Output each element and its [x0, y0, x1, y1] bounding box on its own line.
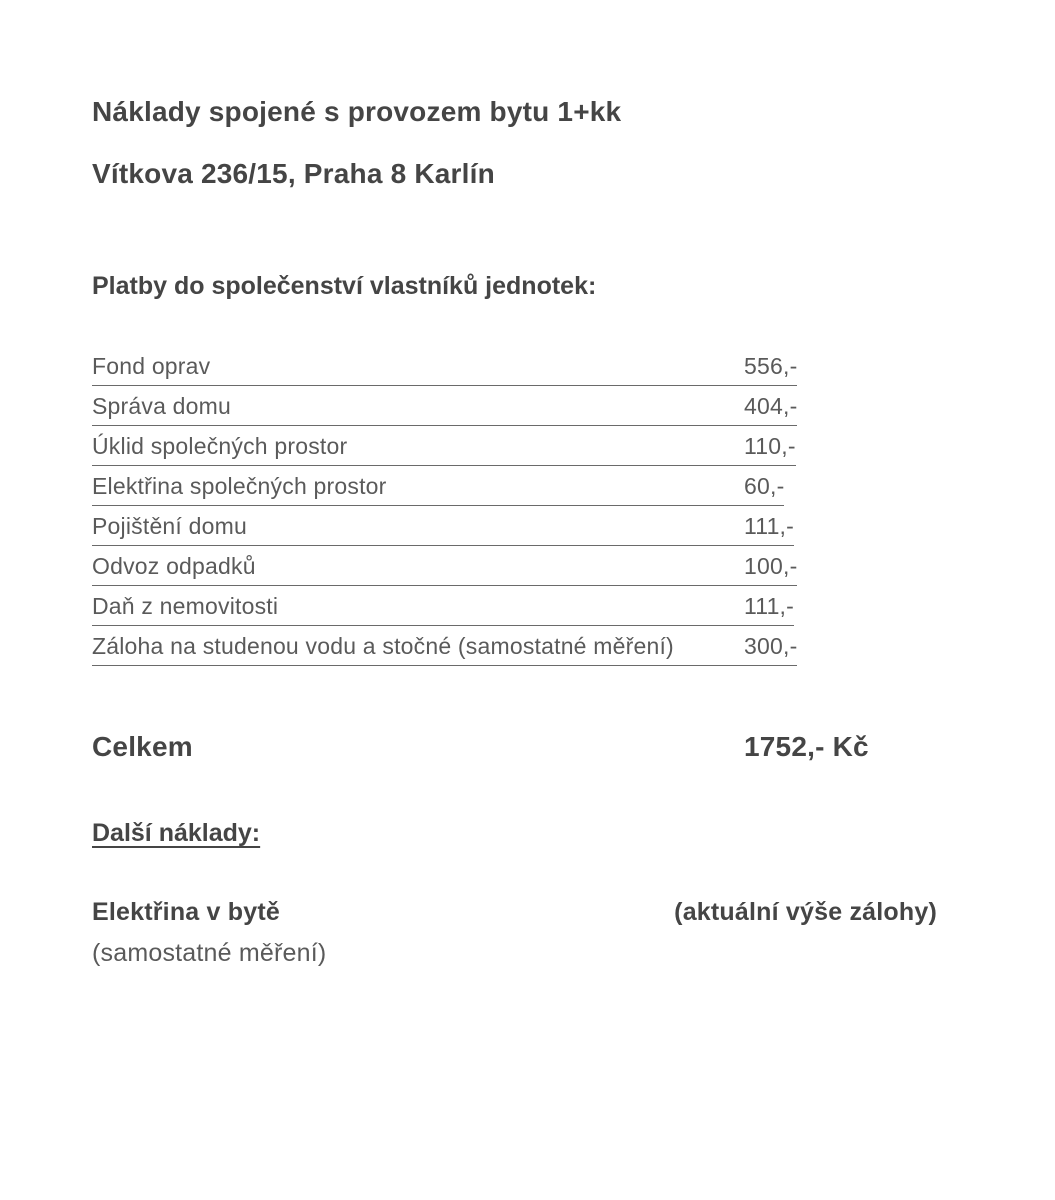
fee-row-container: [92, 353, 1055, 393]
fee-label: Správa domu: [92, 393, 231, 420]
fee-label: Úklid společných prostor: [92, 433, 348, 460]
document-subtitle: Vítkova 236/15, Praha 8 Karlín: [92, 158, 495, 190]
fee-label: Odvoz odpadků: [92, 553, 256, 580]
fee-row: [92, 513, 794, 546]
fee-row-container: [92, 473, 1055, 513]
fee-row-container: [92, 393, 1055, 433]
fee-table: [92, 353, 1055, 673]
fee-row-container: [92, 513, 1055, 553]
fee-row: [92, 353, 797, 386]
other-cost-label: Elektřina v bytě: [92, 898, 281, 927]
fee-row: [92, 633, 797, 666]
fee-amount: 111,-: [744, 593, 795, 620]
fee-amount: 300,-: [744, 633, 798, 660]
document-title: Náklady spojené s provozem bytu 1+kk: [92, 96, 622, 127]
fee-row: [92, 553, 797, 586]
fee-label: Elektřina společných prostor: [92, 473, 387, 500]
other-cost-row: [92, 898, 937, 927]
fee-amount: 404,-: [744, 393, 798, 420]
fee-amount: 110,-: [744, 433, 796, 460]
fee-row-container: [92, 633, 1055, 673]
fee-amount: 60,-: [744, 473, 785, 500]
fee-row-container: [92, 553, 1055, 593]
fee-row-container: [92, 433, 1055, 473]
total-label: Celkem: [92, 731, 193, 763]
fee-label: Daň z nemovitosti: [92, 593, 279, 620]
fee-row-container: [92, 593, 1055, 633]
other-costs-heading: Další náklady:: [92, 819, 261, 848]
fee-row: [92, 393, 797, 426]
total-amount: 1752,- Kč: [744, 731, 869, 763]
total-row: [92, 731, 1055, 763]
fee-row: [92, 593, 794, 626]
fee-row: [92, 433, 796, 466]
fee-amount: 111,-: [744, 513, 795, 540]
fee-row: [92, 473, 784, 506]
section-heading-payments: Platby do společenství vlastníků jednotek:: [92, 272, 597, 301]
fee-amount: 556,-: [744, 353, 798, 380]
fee-label: Záloha na studenou vodu a stočné (samostatné měření): [92, 633, 674, 660]
fee-label: Fond oprav: [92, 353, 211, 380]
fee-amount: 100,-: [744, 553, 798, 580]
other-cost-note: (aktuální výše zálohy): [674, 898, 937, 927]
fee-label: Pojištění domu: [92, 513, 247, 540]
other-costs-section: [92, 763, 1055, 968]
other-cost-subnote: (samostatné měření): [92, 939, 327, 968]
